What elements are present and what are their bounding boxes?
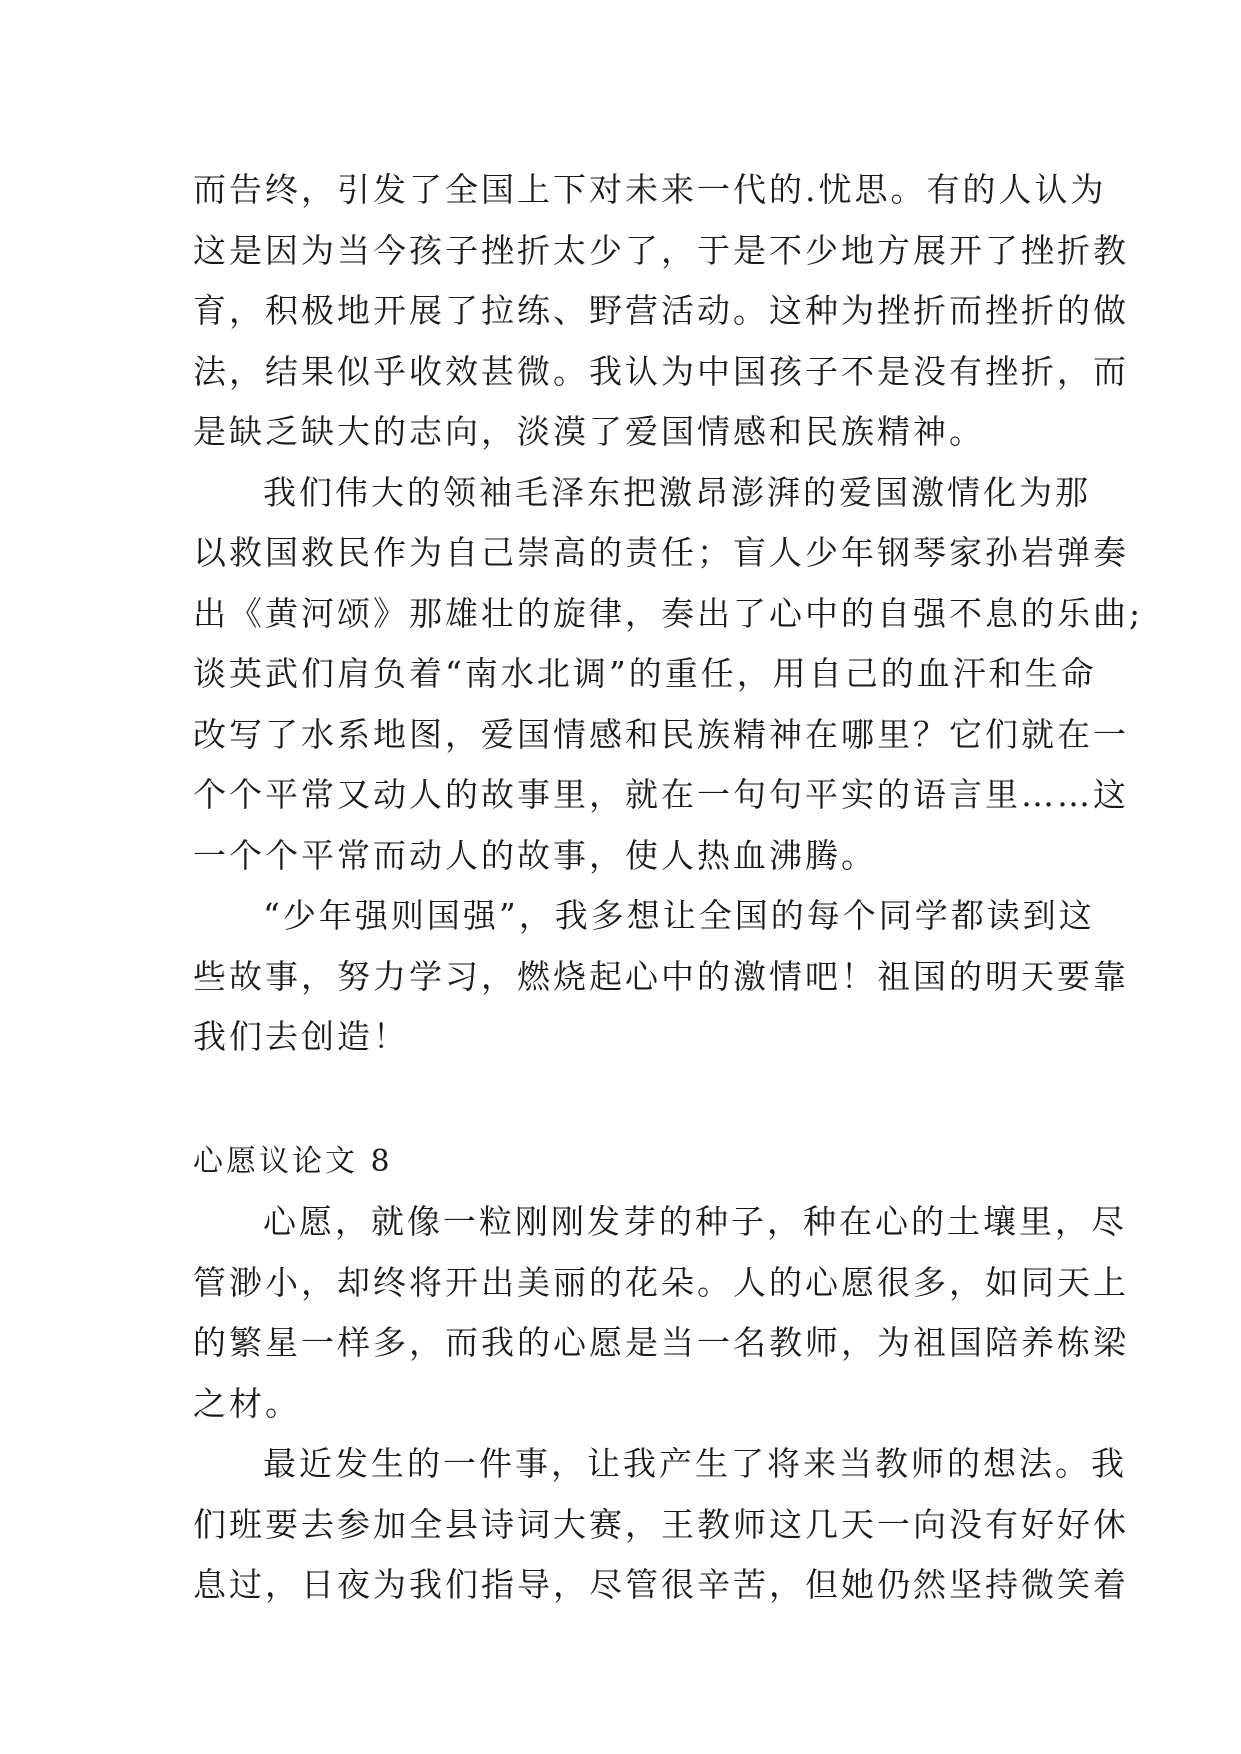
text-line: 这是因为当今孩子挫折太少了，于是不少地方展开了挫折教 [193, 230, 1129, 270]
text-line: 心愿，就像一粒刚刚发芽的种子，种在心的土壤里，尽 [263, 1202, 1127, 1241]
text-line: 而告终，引发了全国上下对未来一代的.忧思。有的人认为 [193, 170, 1107, 209]
text-line: 我们伟大的领袖毛泽东把激昂澎湃的爱国激情化为那 [263, 472, 1091, 512]
text-line: 以救国救民作为自己崇高的责任；盲人少年钢琴家孙岩弹奏 [193, 533, 1129, 572]
section-gap [193, 1068, 1073, 1132]
paragraph-c [193, 886, 1129, 1068]
text-line: 之材。 [193, 1383, 301, 1423]
text-line: 个个平常又动人的故事里，就在一句句平实的语言里……这 [193, 775, 1129, 814]
text-line: 息过，日夜为我们指导，尽管很辛苦，但她仍然坚持微笑着 [193, 1565, 1129, 1604]
text-line: 些故事，努力学习，燃烧起心中的激情吧！祖国的明天要靠 [193, 956, 1129, 996]
document-body [193, 160, 1144, 1616]
text-line: 管渺小，却终将开出美丽的花朵。人的心愿很多，如同天上 [193, 1262, 1129, 1302]
text-line: 改写了水系地图，爱国情感和民族精神在哪里？它们就在一 [193, 714, 1129, 754]
text-line: 谈英武们肩负着“南水北调”的重任，用自己的血汗和生命 [193, 654, 1097, 693]
text-line: 出《黄河颂》那雄壮的旋律，奏出了心中的自强不息的乐曲; [193, 593, 1144, 633]
text-line: 的繁星一样多，而我的心愿是当一名教师，为祖国陪养栋梁 [193, 1323, 1129, 1362]
text-line: 一个个平常而动人的故事，使人热血沸腾。 [193, 835, 877, 875]
text-line: 法，结果似乎收效甚微。我认为中国孩子不是没有挫折，而 [193, 351, 1129, 391]
paragraph-a [193, 160, 1129, 463]
text-line: “少年强则国强”，我多想让全国的每个同学都读到这 [263, 896, 1095, 935]
text-line: 我们去创造！ [193, 1017, 409, 1056]
paragraph-d [193, 1192, 1129, 1434]
paragraph-e [193, 1434, 1129, 1616]
text-line: 们班要去参加全县诗词大赛，王教师这几天一向没有好好休 [193, 1504, 1129, 1544]
text-line: 育，积极地开展了拉练、野营活动。这种为挫折而挫折的做 [193, 291, 1129, 330]
text-line: 最近发生的一件事，让我产生了将来当教师的想法。我 [263, 1444, 1127, 1483]
text-line: 是缺乏缺大的志向，淡漠了爱国情感和民族精神。 [193, 412, 985, 451]
paragraph-b [193, 463, 1144, 887]
section-heading: 心愿议论文 8 [193, 1143, 393, 1179]
